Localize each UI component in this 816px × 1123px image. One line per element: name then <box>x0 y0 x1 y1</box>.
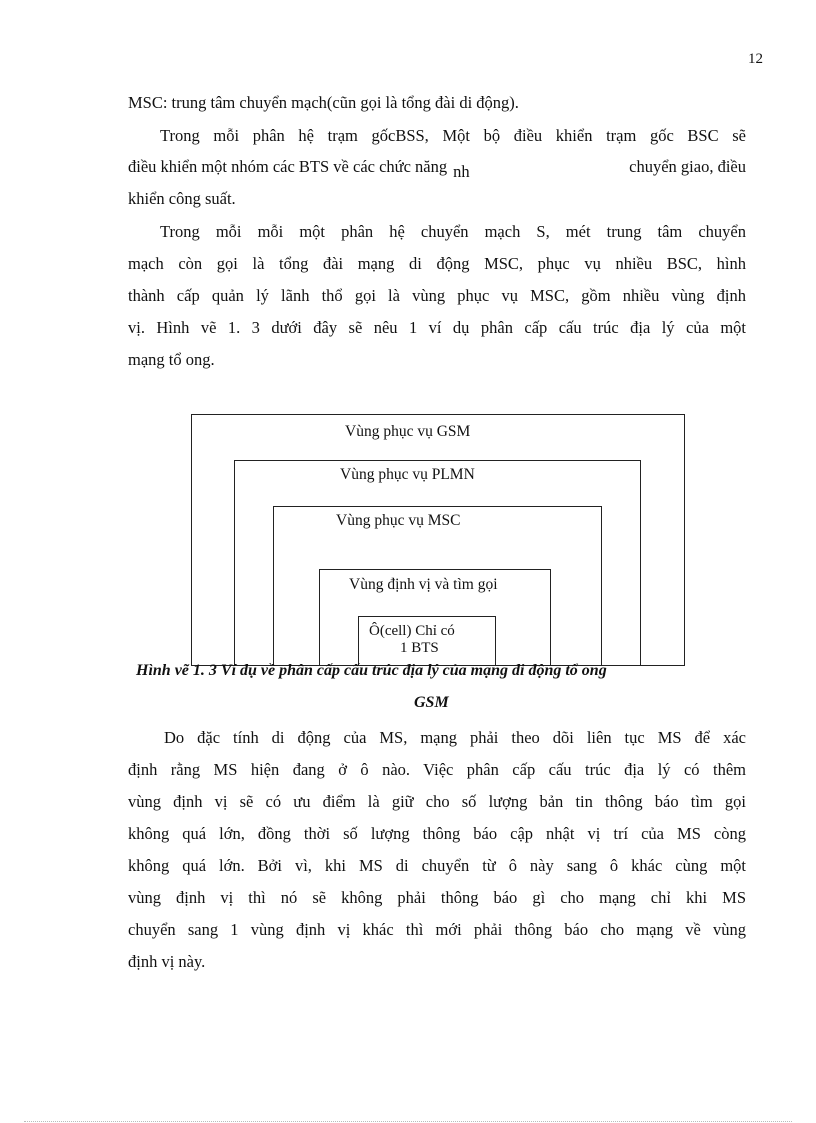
figure-caption-line-1: Hình vẽ 1. 3 Ví dụ về phân cấp cấu trúc địa lý của mạng di động tổ ong <box>136 662 607 679</box>
page-bottom-rule <box>24 1121 792 1122</box>
paragraph-4-line-2: định rằng MS hiện đang ở ô nào. Việc phân cấp cấu trúc địa lý có thêm <box>128 760 746 779</box>
paragraph-3-line-2: mạch còn gọi là tổng đài mạng di động MSC, phục vụ nhiều BSC, hình <box>128 254 746 273</box>
paragraph-4-line-3: vùng định vị sẽ có ưu điểm là giữ cho số lượng bản tin thông báo tìm gọi <box>128 792 746 811</box>
paragraph-4-line-7: chuyển sang 1 vùng định vị khác thì mới phải thông báo cho mạng về vùng <box>128 920 746 939</box>
paragraph-1-line-1: MSC: trung tâm chuyển mạch(cũn gọi là tổng đài di động). <box>128 93 519 112</box>
paragraph-4-line-5: không quá lớn. Bởi vì, khi MS di chuyển từ ô này sang ô khác cùng một <box>128 856 746 875</box>
paragraph-4-line-6: vùng định vị thì nó sẽ không phải thông báo gì cho mạng chỉ khi MS <box>128 888 746 907</box>
plmn-area-label: Vùng phục vụ PLMN <box>340 466 475 483</box>
paragraph-4-line-1: Do đặc tính di động của MS, mạng phải theo dõi liên tục MS để xác <box>164 728 746 747</box>
cell-label-line-2: 1 BTS <box>400 640 439 656</box>
paragraph-2-subscript-fragment: nh <box>453 162 470 181</box>
location-area-label: Vùng định vị và tìm gọi <box>349 576 498 593</box>
paragraph-4-line-8: định vị này. <box>128 952 206 971</box>
paragraph-3-line-4: vị. Hình vẽ 1. 3 dưới đây sẽ nêu 1 ví dụ phân cấp cấu trúc địa lý của một <box>128 318 746 337</box>
paragraph-3-line-3: thành cấp quản lý lãnh thổ gọi là vùng phục vụ MSC, gồm nhiều vùng định <box>128 286 746 305</box>
page-number: 12 <box>748 51 763 67</box>
paragraph-3-line-1: Trong mỗi mỗi một phân hệ chuyển mạch S, mét trung tâm chuyển <box>160 222 746 241</box>
gsm-area-label: Vùng phục vụ GSM <box>345 423 471 440</box>
paragraph-3-line-5: mạng tổ ong. <box>128 350 215 369</box>
msc-area-label: Vùng phục vụ MSC <box>336 512 461 529</box>
paragraph-4-line-4: không quá lớn, đồng thời số lượng thông báo cập nhật vị trí của MS còng <box>128 824 746 843</box>
cell-label-line-1: Ô(cell) Chỉ có <box>369 623 455 639</box>
paragraph-2-line-2-start: điều khiển một nhóm các BTS về các chức năng <box>128 157 448 176</box>
paragraph-2-line-3: khiển công suất. <box>128 189 236 208</box>
figure-caption-line-2: GSM <box>414 694 449 711</box>
paragraph-2-line-2-end: chuyển giao, điều <box>629 157 746 176</box>
paragraph-2-line-1: Trong mỗi phân hệ trạm gốcBSS, Một bộ điều khiển trạm gốc BSC sẽ <box>160 126 746 145</box>
paragraph-2-line-2 <box>128 157 746 181</box>
